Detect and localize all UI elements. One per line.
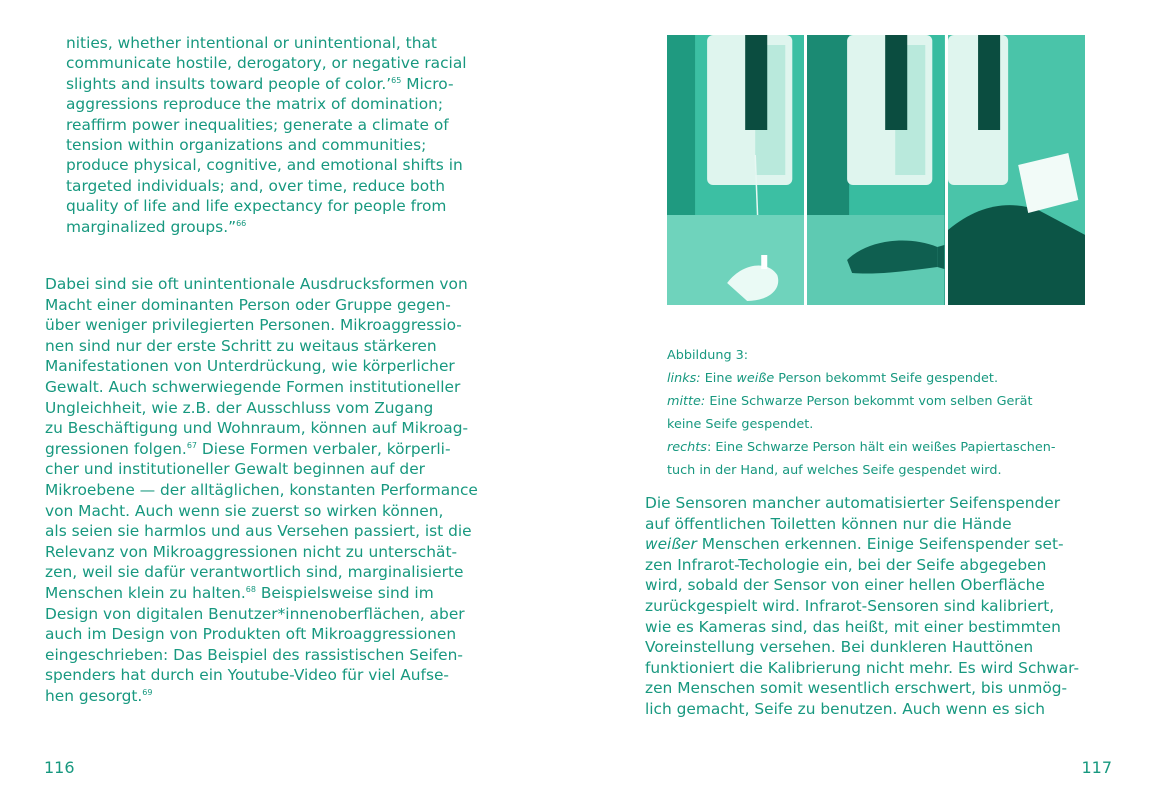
text-line (45, 480, 555, 501)
text-run: Mikroebene — der alltäglichen, konstanten Performance (45, 480, 478, 499)
text-line (645, 678, 1125, 699)
footnote-ref: 66 (236, 218, 247, 228)
right-page (578, 0, 1156, 800)
text-line (45, 377, 555, 398)
text-line (667, 459, 1117, 482)
text-line (45, 562, 555, 583)
text-run: eingeschrieben: Das Beispiel des rassistischen Seifen- (45, 645, 463, 664)
text-run: zurückgespielt wird. Infrarot-Sensoren sind kalibriert, (645, 596, 1055, 615)
text-run: tension within organizations and communities; (66, 136, 427, 155)
text-run: Menschen erkennen. Einige Seifenspender set- (696, 535, 1064, 554)
footnote-ref: 65 (391, 75, 402, 85)
text-run: Abbildung 3: (667, 348, 749, 363)
text-line (45, 418, 555, 439)
text-run: auch im Design von Produkten oft Mikroaggressionen (45, 625, 457, 644)
text-run: Dabei sind sie oft unintentionale Ausdrucksformen von (45, 275, 468, 293)
text-run: keine Seife gespendet. (667, 417, 814, 432)
figure-photo-left (667, 35, 804, 305)
text-run: Gewalt. Auch schwerwiegende Formen institutioneller (45, 377, 461, 396)
figure-photo-middle (807, 35, 944, 305)
text-run: Eine Schwarze Person bekommt vom selben Gerät (705, 394, 1033, 409)
text-run: Manifestationen von Unterdrückung, wie körperlicher (45, 357, 455, 376)
text-line (667, 413, 1117, 436)
text-line (45, 542, 555, 563)
text-run: spenders hat durch ein Youtube-Video für viel Aufse- (45, 666, 449, 685)
text-line (667, 344, 1117, 367)
text-run: als seien sie harmlos und aus Versehen passiert, ist die (45, 522, 472, 541)
text-line (45, 439, 555, 460)
text-line (667, 436, 1117, 459)
body-text-left (45, 274, 555, 706)
text-run: nen sind nur der erste Schritt zu weitaus stärkeren (45, 336, 437, 355)
text-line (45, 645, 555, 666)
text-run: Micro- (401, 74, 454, 93)
text-run: Die Sensoren mancher automatisierter Seifenspender (645, 494, 1061, 512)
text-run: tuch in der Hand, auf welches Seife gespendet wird. (667, 463, 1002, 478)
figure-3-caption (667, 344, 1117, 482)
text-run: hen gesorgt. (45, 686, 143, 705)
text-run: cher und institutioneller Gewalt beginnen auf der (45, 460, 426, 479)
text-run: communicate hostile, derogatory, or negative racial (66, 54, 467, 73)
text-line (667, 390, 1117, 413)
text-run: über weniger privilegierten Personen. Mikroaggressio- (45, 316, 462, 335)
emphasis-text: mitte: (667, 394, 706, 409)
text-line (667, 367, 1117, 390)
text-run: marginalized groups.” (66, 217, 237, 236)
text-run: aggressions reproduce the matrix of domination; (66, 95, 444, 114)
text-line (645, 575, 1125, 596)
text-line (45, 583, 555, 604)
page-number-right: 117 (1081, 758, 1112, 777)
text-line (645, 596, 1125, 617)
text-run: reaffirm power inequalities; generate a climate of (66, 115, 449, 134)
emphasis-text: links: (667, 371, 701, 386)
text-line (45, 686, 555, 707)
text-line (66, 94, 536, 114)
text-run: Design von digitalen Benutzer*innenoberflächen, aber (45, 604, 465, 623)
block-quote (66, 33, 536, 237)
text-line (66, 155, 536, 175)
text-line (45, 459, 555, 480)
text-run: nities, whether intentional or unintentional, that (66, 34, 437, 52)
text-line (645, 699, 1125, 720)
text-run: Relevanz von Mikroaggressionen nicht zu unterschät- (45, 542, 458, 561)
footnote-ref: 69 (142, 687, 153, 697)
text-line (645, 555, 1125, 576)
text-line (66, 53, 536, 73)
figure-3-photo-strip (667, 35, 1085, 305)
emphasis-text: weiße (736, 371, 775, 386)
emphasis-text: rechts (667, 440, 707, 455)
text-line (645, 658, 1125, 679)
footnote-ref: 68 (245, 584, 256, 594)
text-run: Voreinstellung versehen. Bei dunkleren Hauttönen (645, 638, 1034, 657)
text-line (45, 665, 555, 686)
text-line (66, 217, 536, 237)
footnote-ref: 67 (186, 440, 198, 450)
text-run: zen, weil sie dafür verantwortlich sind, marginalisierte (45, 563, 464, 582)
text-run: Macht einer dominanten Person oder Gruppe gegen- (45, 295, 451, 314)
text-run: von Macht. Auch wenn sie zuerst so wirken können, (45, 501, 444, 520)
text-run: quality of life and life expectancy for people from (66, 197, 447, 216)
text-line (645, 534, 1125, 555)
text-run: produce physical, cognitive, and emotional shifts in (66, 156, 463, 175)
page-number-left: 116 (44, 758, 75, 777)
text-run: Beispielsweise sind im (255, 583, 434, 602)
text-run: Menschen klein zu halten. (45, 583, 246, 602)
text-run: targeted individuals; and, over time, reduce both (66, 176, 446, 195)
text-line (66, 115, 536, 135)
text-run: Eine (700, 371, 737, 386)
text-line (645, 514, 1125, 535)
text-line (66, 196, 536, 216)
text-line (645, 637, 1125, 658)
emphasis-text: weißer (645, 535, 697, 554)
text-run: zen Menschen somit wesentlich erschwert, bis unmög- (645, 679, 1068, 698)
text-line (45, 356, 555, 377)
text-run: gressionen folgen. (45, 439, 187, 458)
text-line (45, 336, 555, 357)
text-line (45, 501, 555, 522)
text-line (45, 521, 555, 542)
text-line (645, 617, 1125, 638)
text-line (645, 493, 1125, 514)
text-line (45, 624, 555, 645)
text-line (66, 74, 536, 94)
text-run: wird, sobald der Sensor von einer hellen Oberfläche (645, 576, 1045, 595)
figure-photo-right (948, 35, 1085, 305)
text-run: Diese Formen verbaler, körperli- (197, 439, 451, 458)
body-text-right (645, 493, 1125, 720)
text-line (45, 398, 555, 419)
text-run: zen Infrarot-Techologie ein, bei der Seife abgegeben (645, 555, 1047, 574)
text-line (45, 274, 555, 295)
text-line (66, 33, 536, 53)
text-line (66, 135, 536, 155)
text-run: Person bekommt Seife gespendet. (774, 371, 999, 386)
text-run: zu Beschäftigung und Wohnraum, können auf Mikroag- (45, 419, 469, 438)
text-line (66, 176, 536, 196)
text-line (45, 315, 555, 336)
text-run: auf öffentlichen Toiletten können nur die Hände (645, 514, 1012, 533)
text-run: Ungleichheit, wie z.B. der Ausschluss vom Zugang (45, 398, 434, 417)
text-run: lich gemacht, Seife zu benutzen. Auch wenn es sich (645, 699, 1045, 718)
text-run: wie es Kameras sind, das heißt, mit einer bestimmten (645, 617, 1061, 636)
text-line (45, 604, 555, 625)
text-run: : Eine Schwarze Person hält ein weißes Papiertaschen- (706, 440, 1056, 455)
text-run: funktioniert die Kalibrierung nicht mehr. Es wird Schwar- (645, 658, 1080, 677)
text-run: slights and insults toward people of color.’ (66, 74, 392, 93)
text-line (45, 295, 555, 316)
